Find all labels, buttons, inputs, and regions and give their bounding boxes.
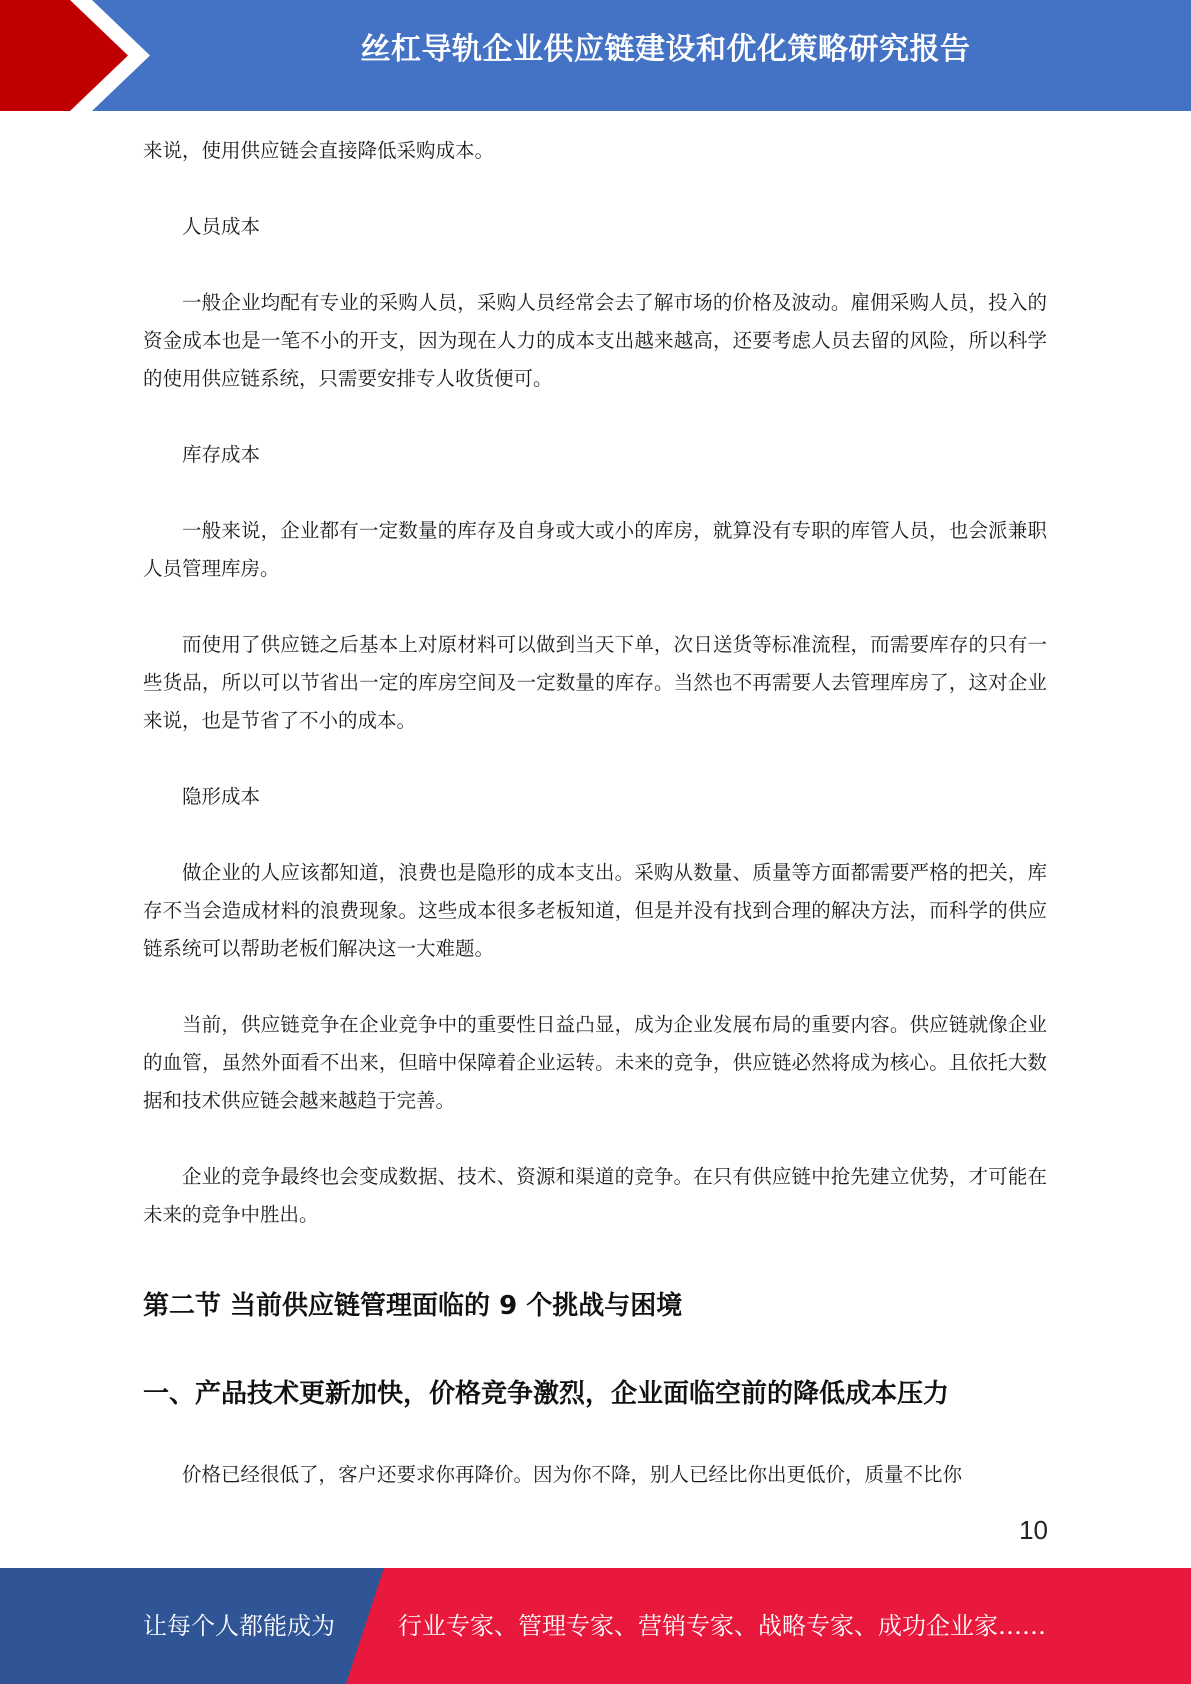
paragraph: 来说，使用供应链会直接降低采购成本。 [143,139,495,162]
section-title: 第二节 当前供应链管理面临的 9 个挑战与困境 [143,1291,683,1321]
subheading-inventory-cost: 库存成本 [182,443,261,466]
subheading-personnel-cost: 人员成本 [182,215,261,238]
page-header [0,0,1191,111]
page-content [143,132,1047,1532]
subheading-hidden-cost: 隐形成本 [182,785,261,808]
footer-slogan-left: 让每个人都能成为 [143,1612,335,1640]
sub-section-title: 一、产品技术更新加快，价格竞争激烈，企业面临空前的降低成本压力 [143,1379,950,1409]
paragraph-list [143,132,1047,1234]
paragraph: 企业的竞争最终也会变成数据、技术、资源和渠道的竞争。在只有供应链中抢先建立优势，才可能在未来的竞争中胜出。 [143,1165,1047,1226]
report-title: 丝杠导轨企业供应链建设和优化策略研究报告 [360,32,971,67]
red-chevron-decoration [0,0,150,111]
paragraph: 而使用了供应链之后基本上对原材料可以做到当天下单，次日送货等标准流程，而需要库存的只有一些货品，所以可以节省出一定的库房空间及一定数量的库存。当然也不再需要人去管理库房了，这对企业来说，也是节省了不小的成本。 [143,633,1047,732]
paragraph: 当前，供应链竞争在企业竞争中的重要性日益凸显，成为企业发展布局的重要内容。供应链就像企业的血管，虽然外面看不出来，但暗中保障着企业运转。未来的竞争，供应链必然将成为核心。且依托大数据和技术供应链会越来越趋于完善。 [143,1013,1047,1112]
paragraph: 价格已经很低了，客户还要求你再降价。因为你不降，别人已经比你出更低价，质量不比你 [182,1463,963,1486]
paragraph: 一般企业均配有专业的采购人员，采购人员经常会去了解市场的价格及波动。雇佣采购人员，投入的资金成本也是一笔不小的开支，因为现在人力的成本支出越来越高，还要考虑人员去留的风险，所以科学的使用供应链系统，只需要安排专人收货便可。 [143,291,1047,390]
page-footer [0,1568,1191,1684]
page-number: 10 [1019,1515,1048,1545]
paragraph: 一般来说，企业都有一定数量的库存及自身或大或小的库房，就算没有专职的库管人员，也会派兼职人员管理库房。 [143,519,1047,580]
paragraph: 做企业的人应该都知道，浪费也是隐形的成本支出。采购从数量、质量等方面都需要严格的把关，库存不当会造成材料的浪费现象。这些成本很多老板知道，但是并没有找到合理的解决方法，而科学的供应链系统可以帮助老板们解决这一大难题。 [143,861,1047,960]
footer-slogan-right: 行业专家、管理专家、营销专家、战略专家、成功企业家…… [398,1612,1046,1640]
